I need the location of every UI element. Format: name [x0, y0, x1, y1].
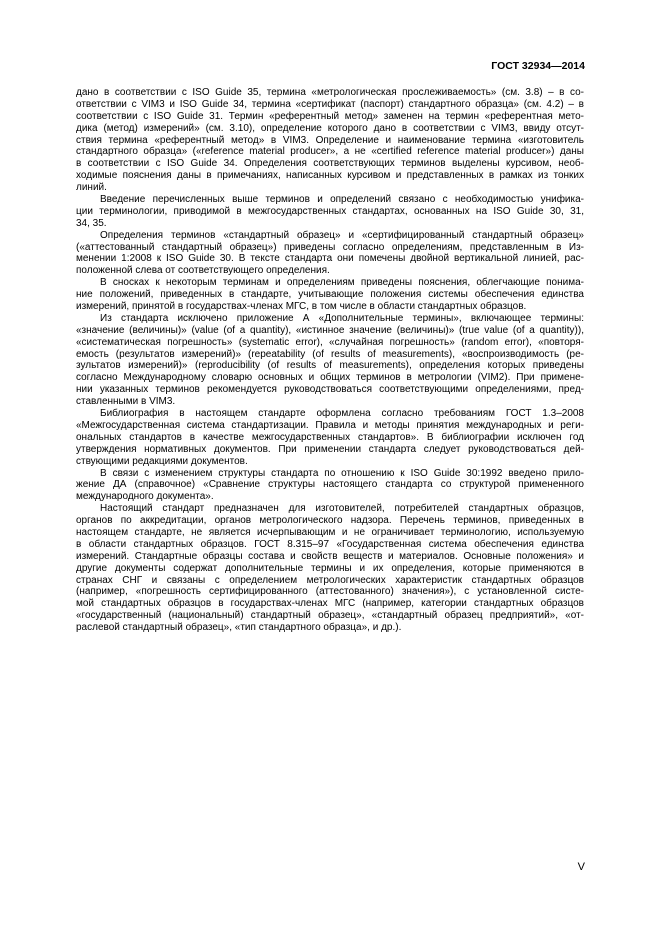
text-line: зультатов измерений)» (reproducibility (of results of measurements), определения которых приведены — [76, 360, 584, 372]
text-line: ответствии с VIM3 и ISO Guide 34, термина «сертификат (паспорт) стандартного образца» (см. 4.2) – в — [76, 98, 584, 110]
text-line: ние положений, приведенных в стандарте, учитывающие положения системы обеспечения единства — [76, 289, 584, 301]
text-line: дано в соответствии с ISO Guide 35, термина «метрологическая прослеживаемость» (см. 3.8) – в со- — [76, 87, 584, 98]
text-line: ональных стандартов в качестве межгосударственных стандартов». В библиографии исключен год — [76, 431, 584, 443]
text-line: измерений. Стандартные образцы состава и свойств веществ и материалов. Основные положения» и — [76, 550, 584, 562]
text-line: (например, «погрешность сертифицированного (аттестованного) значения»), с установленной систе- — [76, 586, 584, 598]
text-line: Введение перечисленных выше терминов и определений связано с необходимостью унифика- — [100, 194, 584, 206]
text-line: в соответствии с ISO Guide 34. Определения соответствующих терминов выделены курсивом, необ- — [76, 158, 584, 170]
text-line: Определения терминов «стандартный образец» и «сертифицированный стандартный образец» — [100, 229, 584, 241]
paragraph — [76, 230, 584, 278]
paragraph — [76, 503, 584, 634]
page-number: V — [577, 861, 585, 873]
document-header: ГОСТ 32934—2014 — [491, 60, 585, 72]
text-line: («аттестованный стандартный образец») приведены согласно определениям, представленным в Из- — [76, 241, 584, 253]
text-line: измерений, принятой в государствах-членах МГС, в том числе в области стандартных образцов. — [76, 301, 527, 313]
text-line: раслевой стандартный образец», «тип стандартного образца», и др.). — [76, 622, 402, 634]
text-line: мой стандартных образцов в государствах-членах МГС (например, категории стандартных образцов — [76, 598, 584, 610]
paragraph — [76, 194, 584, 230]
text-line: согласно Международному словарю основных и общих терминов в метрологии (VIM2). При примене- — [76, 372, 584, 384]
text-line: Из стандарта исключено приложение А «Дополнительные термины», включающее термины: — [100, 312, 584, 324]
text-line: стандартного образца» («reference material producer», а не «certified reference material producer») даны — [76, 146, 584, 158]
paragraph — [76, 277, 584, 313]
text-line: ствующими редакциями документов. — [76, 455, 248, 467]
text-line: 34, 35. — [76, 217, 107, 229]
document-body — [76, 87, 584, 634]
paragraph — [76, 313, 584, 408]
text-line: В сносках к некоторым терминам и определениям приведены пояснения, облегчающие понима- — [100, 277, 584, 289]
paragraph — [76, 87, 584, 194]
text-line: «государственный (национальный) стандартный образец», «стандартный образец предприятий», «от- — [76, 610, 584, 622]
text-line: менении 1:2008 к ISO Guide 30. В тексте стандарта они помечены двойной вертикальной линией, рас- — [76, 253, 584, 265]
text-line: линий. — [76, 182, 107, 194]
text-line: «Межгосударственная система стандартизации. Правила и методы принятия международных и реги- — [76, 419, 584, 431]
text-line: жение ДА (справочное) «Сравнение структуры настоящего стандарта со структурой примененного — [76, 479, 584, 491]
paragraph — [76, 468, 584, 504]
paragraph — [76, 408, 584, 467]
text-line: Библиография в настоящем стандарте оформлена согласно требованиям ГОСТ 1.3–2008 — [100, 408, 584, 420]
text-line: органов по аккредитации, органов метрологического надзора. Перечень терминов, приведенных в — [76, 515, 584, 527]
text-line: настоящем стандарте, не является исчерпывающим и не ограничивает терминологию, используемую — [76, 526, 584, 538]
text-line: В связи с изменением структуры стандарта по отношению к ISO Guide 30:1992 введено прило- — [100, 467, 584, 479]
text-line: положенной слева от соответствующего определения. — [76, 265, 330, 277]
text-line: ствия термина «референтный метод» в VIM3. Определение и наименование термина «изготовитель — [76, 134, 584, 146]
text-line: Настоящий стандарт предназначен для изготовителей, потребителей стандартных образцов, — [100, 503, 584, 515]
text-line: странах СНГ и связаны с определением метрологических характеристик стандартных образцов — [76, 574, 584, 586]
text-line: утверждения нормативных документов. При применении стандарта следует руководствоваться дей- — [76, 443, 584, 455]
text-line: емость (результатов измерений)» (repeatability (of results of measurements), «воспроизводимость (ре- — [76, 348, 584, 360]
text-line: ходимые пояснения даны в примечаниях, написанных курсивом и представленных в рамках из тонких — [76, 170, 584, 182]
text-line: в области стандартных образцов. ГОСТ 8.315–97 «Государственная система обеспечения единства — [76, 538, 584, 550]
text-line: соответствии с ISO Guide 31. Термин «референтный метод» заменен на термин «референтная мето- — [76, 110, 584, 122]
text-line: другие документы содержат дополнительные термины и их определения, которые применяются в — [76, 562, 584, 574]
text-line: ставленными в VIM3. — [76, 396, 176, 408]
text-line: ции терминологии, приводимой в межгосударственных стандартах, основанных на ISO Guide 30, 31, — [76, 205, 584, 217]
text-line: «значение (величины)» (value (of a quantity), «истинное значение (величины)» (true value (of a quantity)), — [76, 324, 584, 336]
text-line: нии указанных терминов рекомендуется руководствоваться соответствующими определениями, пред- — [76, 384, 584, 396]
text-line: международного документа». — [76, 491, 214, 503]
text-line: «систематическая погрешность» (systematic error), «случайная погрешность» (random error), «повторя- — [76, 336, 584, 348]
text-line: дика (метод) измерений» (см. 3.10), определение которого дано в соответствии с VIM3, ввиду отсут- — [76, 122, 584, 134]
